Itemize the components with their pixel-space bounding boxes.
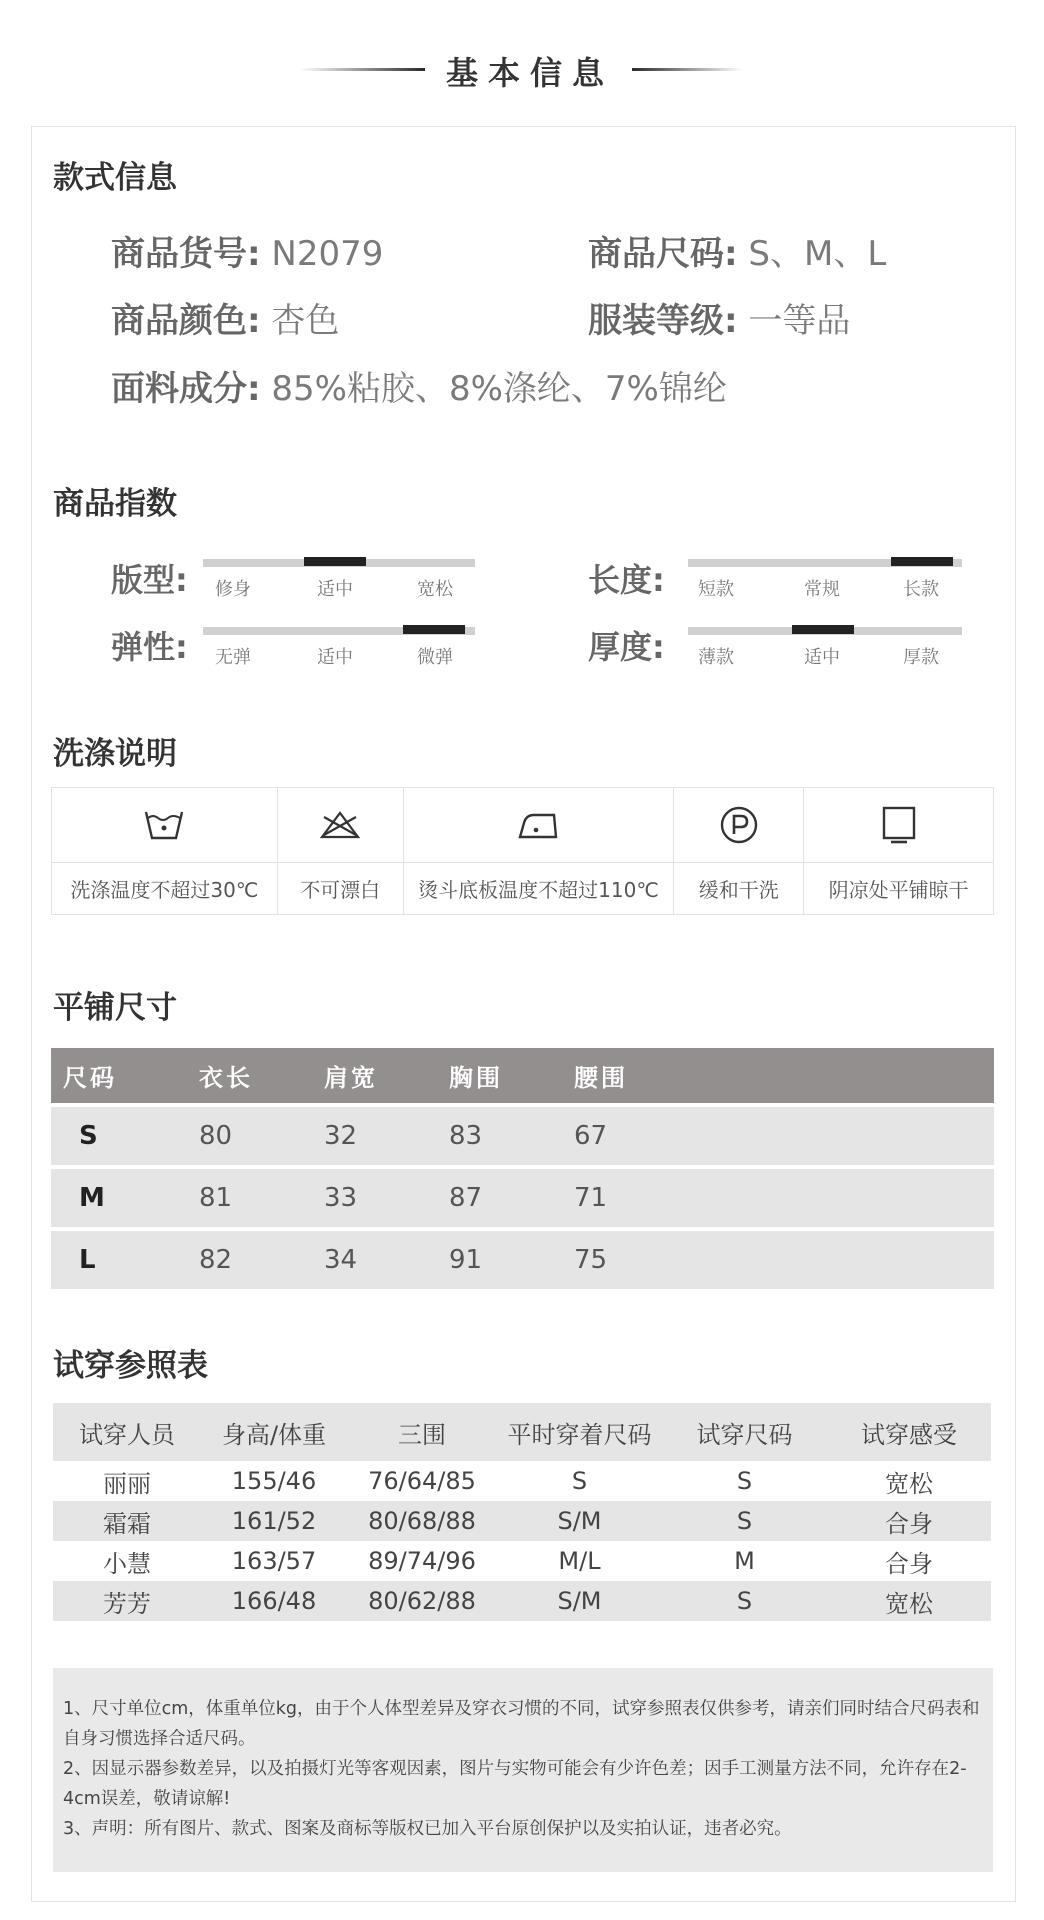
section-title-size-chart: 平铺尺寸: [53, 990, 177, 1026]
note-item: 1、尺寸单位cm，体重单位kg，由于个人体型差异及穿衣习惯的不同，试穿参照表仅供参考，请亲们同时结合尺码表和自身习惯选择合适尺码。: [63, 1699, 980, 1749]
wash-cell: [804, 788, 994, 863]
table-cell: 80/68/88: [368, 1507, 476, 1535]
info-value: N2079: [271, 234, 384, 274]
column-header: 试穿感受: [861, 1420, 957, 1449]
index-marker: [304, 557, 366, 566]
table-cell: S/M: [557, 1587, 602, 1615]
page-header: [0, 44, 1044, 94]
index-option: 短款: [698, 579, 734, 600]
index-option: 修身: [215, 579, 251, 600]
wash-cell: [403, 788, 674, 863]
index-scale-elasticity: [203, 627, 475, 668]
table-cell: 166/48: [231, 1587, 317, 1615]
dry-clean-p-icon: [719, 805, 759, 845]
size-table-header: [51, 1048, 994, 1103]
column-header: 试穿尺码: [696, 1420, 793, 1449]
table-cell: 87: [449, 1183, 483, 1213]
wash-label: 缓和干洗: [674, 863, 804, 915]
info-value: 85%粘胶、8%涤纶、7%锦纶: [271, 369, 727, 409]
table-cell: 83: [449, 1121, 483, 1151]
index-option: 厚款: [903, 647, 939, 668]
no-bleach-icon: [318, 809, 362, 841]
index-marker: [792, 625, 854, 634]
index-label-length: 长度:: [588, 561, 665, 599]
wash-cell: [674, 788, 804, 863]
table-cell: S: [736, 1587, 753, 1615]
index-option: 适中: [317, 579, 353, 600]
index-option: 适中: [804, 647, 840, 668]
wash-tub-icon: [143, 808, 185, 842]
index-option: 薄款: [698, 647, 734, 668]
page-title: 基本信息: [445, 54, 614, 92]
table-cell: 霜霜: [103, 1509, 151, 1538]
index-option: 适中: [317, 647, 353, 668]
column-header: 身高/体重: [221, 1420, 327, 1449]
size-table: [51, 1048, 994, 1289]
table-cell: S: [571, 1467, 588, 1495]
table-cell: M/L: [558, 1547, 601, 1575]
info-value: 杏色: [271, 301, 340, 341]
info-label: 商品颜色:: [111, 301, 261, 341]
table-cell: 宽松: [885, 1469, 933, 1498]
wash-cell: [277, 788, 403, 863]
section-title-index: 商品指数: [53, 486, 177, 522]
table-row: [53, 1501, 991, 1541]
column-header: 平时穿着尺码: [507, 1420, 652, 1449]
info-label: 商品货号:: [111, 234, 261, 274]
table-cell: 宽松: [885, 1589, 933, 1618]
wash-cell: [52, 788, 278, 863]
column-header: 尺码: [63, 1064, 117, 1092]
wash-label: 洗涤温度不超过30℃: [52, 863, 278, 915]
column-header: 三围: [398, 1420, 446, 1449]
table-cell: 芳芳: [103, 1589, 151, 1618]
info-item-material: [111, 361, 727, 410]
table-cell: 82: [199, 1245, 233, 1275]
title-divider-right: [632, 68, 742, 71]
section-title-wash: 洗涤说明: [53, 736, 177, 772]
index-option: 微弹: [417, 647, 453, 668]
column-header: 肩宽: [324, 1064, 378, 1092]
note-item: 2、因显示器参数差异，以及拍摄灯光等客观因素，图片与实物可能会有少许色差；因手工测量方法不同，允许存在2-4cm误差，敬请谅解!: [63, 1759, 967, 1809]
info-item-color: [111, 293, 339, 342]
dry-flat-icon: [881, 806, 917, 844]
table-cell: S: [79, 1121, 98, 1151]
table-cell: 67: [574, 1121, 608, 1151]
wash-label: 不可漂白: [277, 863, 403, 915]
table-cell: S/M: [557, 1507, 602, 1535]
try-on-table: [53, 1403, 991, 1621]
wash-label: 阴凉处平铺晾干: [804, 863, 994, 915]
wash-label: 烫斗底板温度不超过110℃: [403, 863, 674, 915]
table-cell: 163/57: [231, 1547, 317, 1575]
column-header: 腰围: [574, 1064, 628, 1092]
index-option: 长款: [903, 579, 939, 600]
iron-icon: [516, 809, 560, 841]
table-cell: 丽丽: [103, 1469, 151, 1498]
wash-table: [51, 787, 994, 915]
info-item-grade: [588, 293, 850, 342]
column-header: 衣长: [199, 1064, 253, 1092]
notes-box: [53, 1668, 993, 1872]
table-cell: S: [736, 1507, 753, 1535]
table-cell: 75: [574, 1245, 608, 1275]
index-label-elasticity: 弹性:: [111, 628, 188, 666]
index-option: 常规: [804, 579, 840, 600]
table-row: [51, 1107, 994, 1165]
info-label: 面料成分:: [111, 369, 261, 409]
table-cell: 155/46: [231, 1467, 317, 1495]
table-row: [53, 1461, 991, 1501]
table-cell: 81: [199, 1183, 233, 1213]
index-scale-fit: [203, 559, 475, 600]
note-item: 3、声明：所有图片、款式、图案及商标等版权已加入平台原创保护以及实拍认证，违者必究。: [63, 1819, 792, 1839]
info-label: 服装等级:: [588, 301, 738, 341]
table-cell: 76/64/85: [368, 1467, 476, 1495]
table-cell: 161/52: [231, 1507, 317, 1535]
column-header: 胸围: [449, 1064, 503, 1092]
info-value: 一等品: [748, 301, 851, 341]
index-option: 宽松: [417, 579, 453, 600]
section-title-try-on: 试穿参照表: [53, 1348, 208, 1384]
section-title-style-info: 款式信息: [53, 160, 177, 196]
info-value: S、M、L: [748, 234, 887, 274]
table-cell: 89/74/96: [368, 1547, 476, 1575]
table-cell: M: [79, 1183, 105, 1213]
info-label: 商品尺码:: [588, 234, 738, 274]
table-cell: 33: [324, 1183, 358, 1213]
table-row: [51, 1231, 994, 1289]
title-divider-left: [300, 68, 425, 71]
index-scale-length: [688, 559, 962, 600]
table-cell: 80/62/88: [368, 1587, 476, 1615]
table-cell: 小慧: [103, 1549, 151, 1578]
index-label-thickness: 厚度:: [588, 628, 665, 666]
table-cell: 34: [324, 1245, 358, 1275]
table-row: [51, 1169, 994, 1227]
table-cell: 71: [574, 1183, 608, 1213]
info-item-code: [111, 226, 383, 275]
index-label-fit: 版型:: [111, 561, 188, 599]
table-cell: 合身: [885, 1549, 933, 1578]
info-item-size: [588, 226, 886, 275]
table-cell: 91: [449, 1245, 483, 1275]
table-cell: 32: [324, 1121, 358, 1151]
table-cell: S: [736, 1467, 753, 1495]
index-option: 无弹: [215, 647, 251, 668]
index-scale-thickness: [688, 627, 962, 668]
index-marker: [891, 557, 953, 566]
table-row: [53, 1581, 991, 1621]
table-row: [53, 1541, 991, 1581]
index-marker: [403, 625, 465, 634]
table-cell: L: [79, 1245, 96, 1275]
table-cell: 80: [199, 1121, 233, 1151]
table-cell: M: [734, 1547, 755, 1575]
table-cell: 合身: [885, 1509, 933, 1538]
column-header: 试穿人员: [79, 1420, 175, 1449]
try-on-header: [53, 1403, 991, 1461]
